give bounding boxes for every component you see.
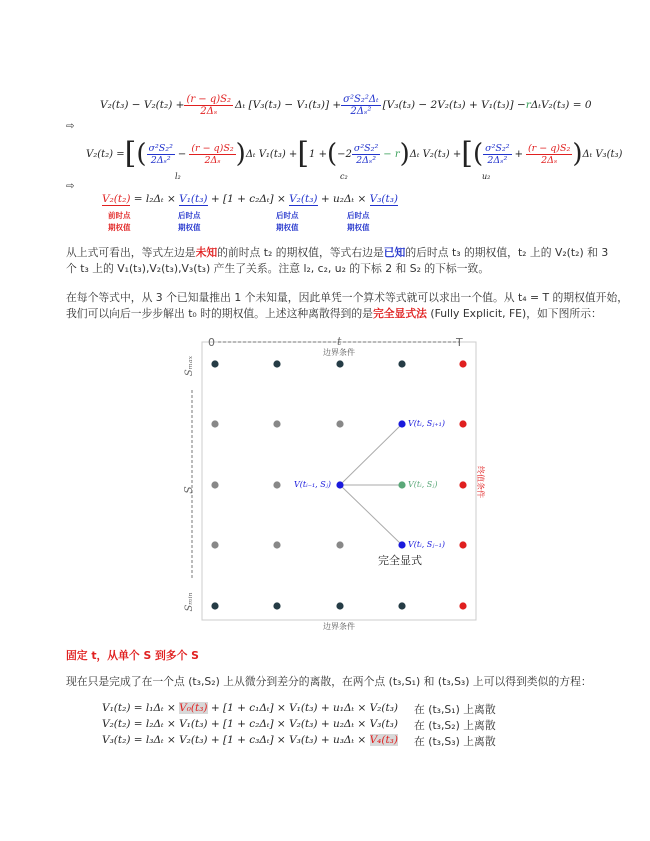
label-next-time-3: 后时点 [347,211,370,220]
grid-node [336,360,343,367]
eq3-lhs: V₂(t₂) [102,193,131,205]
paren-close-3: ) [572,139,583,169]
grid-node [273,481,280,488]
stencil-line-down [340,485,402,545]
bracket-open-3: [ [461,136,473,171]
arrow-2: ⇨ [66,181,75,192]
eq2-dt-v3: Δₜ V₃(t₃) [582,148,623,160]
finite-difference-grid-diagram [180,330,490,635]
grid-node [273,541,280,548]
grid-node [398,481,405,488]
text-known: 已知 [383,246,406,259]
paragraph-2-line-1: 在每个等式中，从 3 个已知量推出 1 个未知量，因此单凭一个算术等式就可以求出一个值。从 t₄ = T 的期权值开始， [66,291,629,304]
boundary-top-label: 边界条件 [323,348,355,357]
eq3-rhs-2: + [1 + c₂Δₜ] × [207,193,290,205]
grid-node [211,602,218,609]
grid-node [336,420,343,427]
grid-node [211,541,218,548]
grid-node [273,360,280,367]
label-option-value-2: 期权值 [178,223,201,232]
grid-node [336,541,343,548]
stencil-line-up [340,424,402,485]
boundary-value-v4: V₄(t₃) [369,734,398,746]
method-label: 完全显式 [378,554,422,567]
bracket-open-1: [ [124,136,137,171]
label-center-node: V(tᵢ₋₁, Sⱼ) [294,480,331,489]
paren-close-2: ) [399,139,410,169]
eq2-plus: + [514,148,523,160]
eq2-dt-v1: Δₜ V₁(t₃) + [245,148,298,160]
price-axis-smax: Sₘₐₓ [184,355,195,377]
bracket-open-2: [ [297,136,310,171]
grid-node [459,420,466,427]
grid-node [398,360,405,367]
grid-node [273,602,280,609]
label-option-value-3: 期权值 [276,223,299,232]
eq2-fraction-c: $\frac{\text{σ²S₂²}}{\text{2Δₛ²}}$ [353,142,379,166]
grid-node [459,541,466,548]
eq1-fraction-2: $\frac{\text{σ²S₂²Δₜ}}{\text{2Δₛ²}}$ [343,93,379,117]
grid-node [459,481,466,488]
discretized-row-3: V₃(t₂) = l₃Δₜ × V₂(t₃) + [1 + c₃Δₜ] × V₃(t₃) + u₃Δₜ × V₄(t₃) [102,734,398,746]
eq2-minus-r: − r [383,148,400,160]
underbrace-l2: l₂ [175,172,181,181]
eq2-minus: − [177,148,187,160]
label-next-time-1: 后时点 [178,211,201,220]
grid-node [273,420,280,427]
grid-node [336,602,343,609]
discretized-row-2-note: 在 (t₃,S₂) 上离散 [414,719,496,732]
paren-open-3: ( [472,139,484,169]
discretized-row-1-note: 在 (t₃,S₁) 上离散 [414,703,496,716]
label-next-time-2: 后时点 [276,211,299,220]
eq1-r: r [525,99,531,111]
grid-node [336,481,343,488]
paragraph-1-line-2: 个 t₃ 上的 V₁(t₃),V₂(t₃),V₃(t₃) 产生了关系。注意 l₂, c₂, u₂ 的下标 2 和 S₂ 的下标一致。 [66,262,490,275]
eq2-fraction-d: $\frac{\text{σ²S₂²}}{\text{2Δₛ²}}$ [485,142,510,166]
equation-3 [102,193,398,205]
grid-node [211,420,218,427]
eq2-lhs: V₂(t₂) = [86,148,125,160]
paragraph-1-line-1: 从上式可看出，等式左边是未知的前时点 t₂ 的期权值，等式右边是已知的后时点 t₃ 的期权值，t₂ 上的 V₂(t₂) 和 3 [66,246,609,259]
underbrace-c2: c₂ [340,172,348,181]
paren-open-1: ( [136,139,147,169]
arrow-1: ⇨ [66,121,75,132]
grid-node [398,420,405,427]
eq1-mid-2: [V₃(t₃) − 2V₂(t₃) + V₁(t₃)] − [382,99,526,111]
section-2-title: 固定 t，从单个 S 到多个 S [66,649,199,662]
price-axis-smin: Sₘᵢₙ [184,592,195,612]
eq3-v3: V₃(t₃) [369,193,399,205]
eq3-rhs-3: + u₂Δₜ × [317,193,370,205]
boundary-bottom-label: 边界条件 [323,622,355,631]
label-down-node: V(tᵢ, Sⱼ₋₁) [408,540,445,549]
label-prev-time: 前时点 [108,211,131,220]
grid-node [459,360,466,367]
eq2-fraction-e: $\frac{\text{(r − q)S₂}}{\text{2Δₛ}}$ [527,142,571,166]
discretized-row-2: V₂(t₂) = l₂Δₜ × V₁(t₃) + [1 + c₂Δₜ] × V₂(t₃) + u₂Δₜ × V₃(t₃) [102,718,398,730]
grid-node [211,360,218,367]
section-2-intro: 现在只是完成了在一个点 (t₃,S₂) 上从微分到差分的离散，在两个点 (t₃,S₁) 和 (t₃,S₃) 上可以得到类似的方程： [66,675,592,688]
boundary-value-v0: V₀(t₃) [179,702,208,714]
label-up-node: V(tᵢ, Sⱼ₊₁) [408,419,445,428]
time-axis-t: t [337,335,342,348]
equation-1 [100,90,592,120]
time-axis-T: T [456,336,463,349]
eq1-fraction-1: $\frac{\text{(r − q)S₂}}{\text{2Δₛ}}$ [186,93,232,117]
grid-node [398,541,405,548]
eq2-one-plus: 1 + [309,148,327,160]
underbrace-u2: u₂ [482,172,491,181]
time-axis-zero: 0 [208,336,215,349]
eq2-fraction-a: $\frac{\text{σ²S₂²}}{\text{2Δₛ²}}$ [148,142,173,166]
equation-2 [86,131,622,177]
discretized-row-3-note: 在 (t₃,S₃) 上离散 [414,735,496,748]
price-axis-s: S [182,486,195,494]
terminal-condition-label: 终值条件 [476,466,485,498]
label-option-value-4: 期权值 [347,223,370,232]
eq3-rhs-1: = l₂Δₜ × [130,193,180,205]
discretized-row-1: V₁(t₂) = l₁Δₜ × V₀(t₃) + [1 + c₁Δₜ] × V₁(t₃) + u₁Δₜ × V₂(t₃) [102,702,399,714]
eq1-mid-1: Δₜ [V₃(t₃) − V₁(t₃)] + [235,99,342,111]
grid-node [459,602,466,609]
eq2-minus2: −2 [337,148,352,160]
eq2-fraction-b: $\frac{\text{(r − q)S₂}}{\text{2Δₛ}}$ [191,142,234,166]
paragraph-2-line-2: 我们可以向后一步步解出 t₀ 时的期权值。上述这种离散得到的是完全显式法 (Fully Explicit, FE)，如下图所示： [66,307,602,320]
eq2-dt-v2: Δₜ V₂(t₃) + [409,148,462,160]
text-unknown: 未知 [195,246,218,259]
label-mid-node: V(tᵢ, Sⱼ) [408,480,438,489]
label-option-value-1: 期权值 [108,223,131,232]
eq1-lhs: V₂(t₃) − V₂(t₂) + [100,99,185,111]
paren-open-2: ( [326,139,338,169]
eq3-v2: V₂(t₃) [289,193,318,205]
grid-node [398,602,405,609]
paren-close-1: ) [235,139,246,169]
eq1-end: ΔₜV₂(t₃) = 0 [530,99,592,111]
eq3-v1: V₁(t₃) [179,193,208,205]
grid-node [211,481,218,488]
text-method: 完全显式法 [372,307,427,320]
